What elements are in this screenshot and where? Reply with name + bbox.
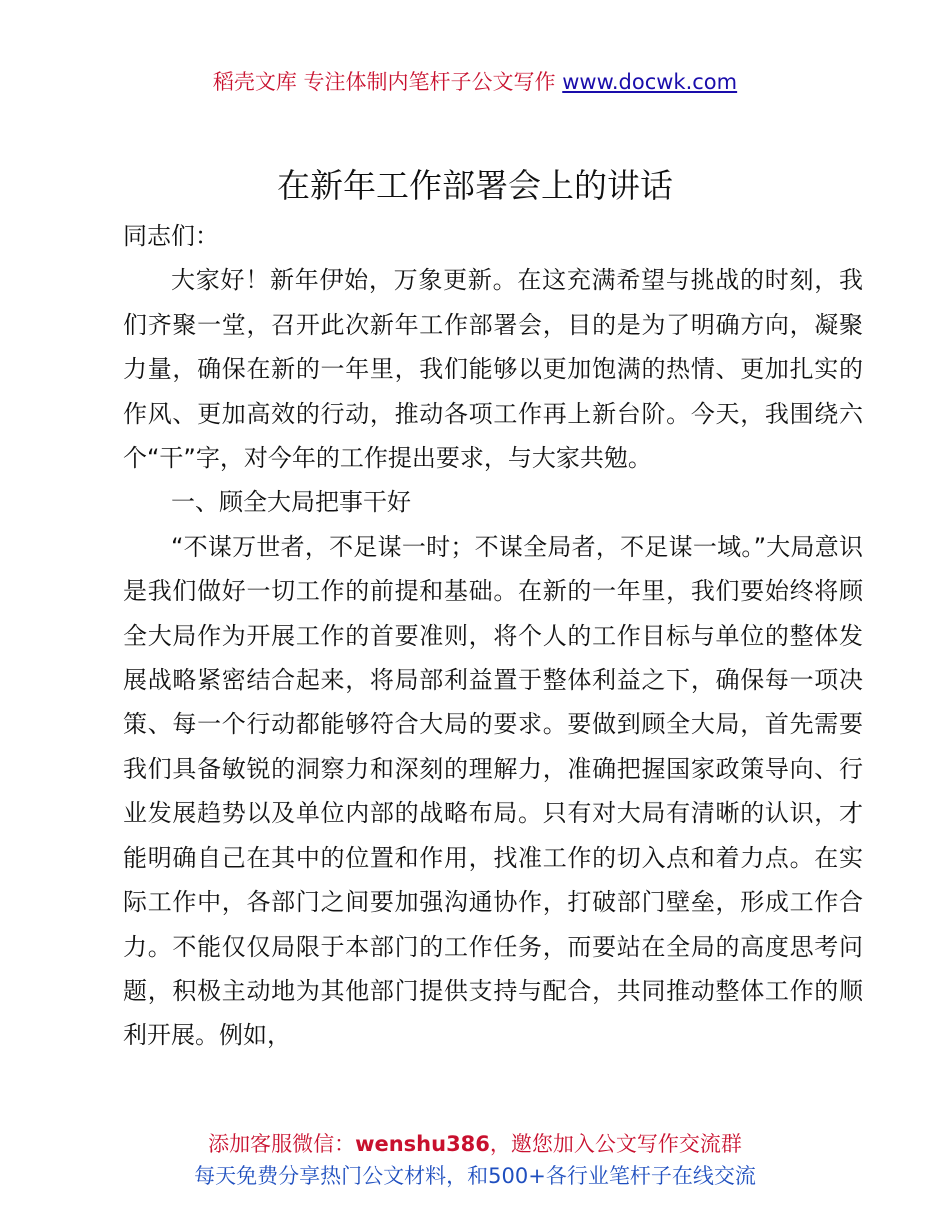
paragraph-body: “不谋万世者，不足谋一时；不谋全局者，不足谋一域。”大局意识是我们做好一切工作的前提和基础。在新的一年里，我们要始终将顾全大局作为开展工作的首要准则，将个人的工作目标与单位的整体发展战略紧密结合起来，将局部利益置于整体利益之下，确保每一项决策、每一个行动都能够符合大局的要求。要做到顾全大局，首先需要我们具备敏锐的洞察力和深刻的理解力，准确把握国家政策导向、行业发展趋势以及单位内部的战略布局。只有对大局有清晰的认识，才能明确自己在其中的位置和作用，找准工作的切入点和着力点。在实际工作中，各部门之间要加强沟通协作，打破部门壁垒，形成工作合力。不能仅仅局限于本部门的工作任务，而要站在全局的高度思考问题，积极主动地为其他部门提供支持与配合，共同推动整体工作的顺利开展。例如， [123,532,863,1050]
footer-contact-line [0,1128,950,1160]
footer-contact-prefix: 添加客服微信： [208,1132,356,1156]
section-heading: 一、顾全大局把事干好 [171,488,411,517]
website-link[interactable]: www.docwk.com [562,70,738,94]
brand-slogan: 稻壳文库 专注体制内笔杆子公文写作 [212,70,556,94]
wechat-id: wenshu386 [355,1132,490,1156]
footer-promo-line: 每天免费分享热门公文材料，和500+各行业笔杆子在线交流 [194,1164,756,1188]
document-title: 在新年工作部署会上的讲话 [277,166,673,205]
footer-contact-suffix: ，邀您加入公文写作交流群 [489,1132,742,1156]
page-header [0,66,950,98]
page-footer [0,1128,950,1192]
document-body [123,214,863,1058]
salutation: 同志们： [123,222,219,250]
paragraph-intro: 大家好！新年伊始，万象更新。在这充满希望与挑战的时刻，我们齐聚一堂，召开此次新年工作部署会，目的是为了明确方向，凝聚力量，确保在新的一年里，我们能够以更加饱满的热情、更加扎实的作风、更加高效的行动，推动各项工作再上新台阶。今天，我围绕六个“干”字，对今年的工作提出要求，与大家共勉。 [123,266,863,473]
